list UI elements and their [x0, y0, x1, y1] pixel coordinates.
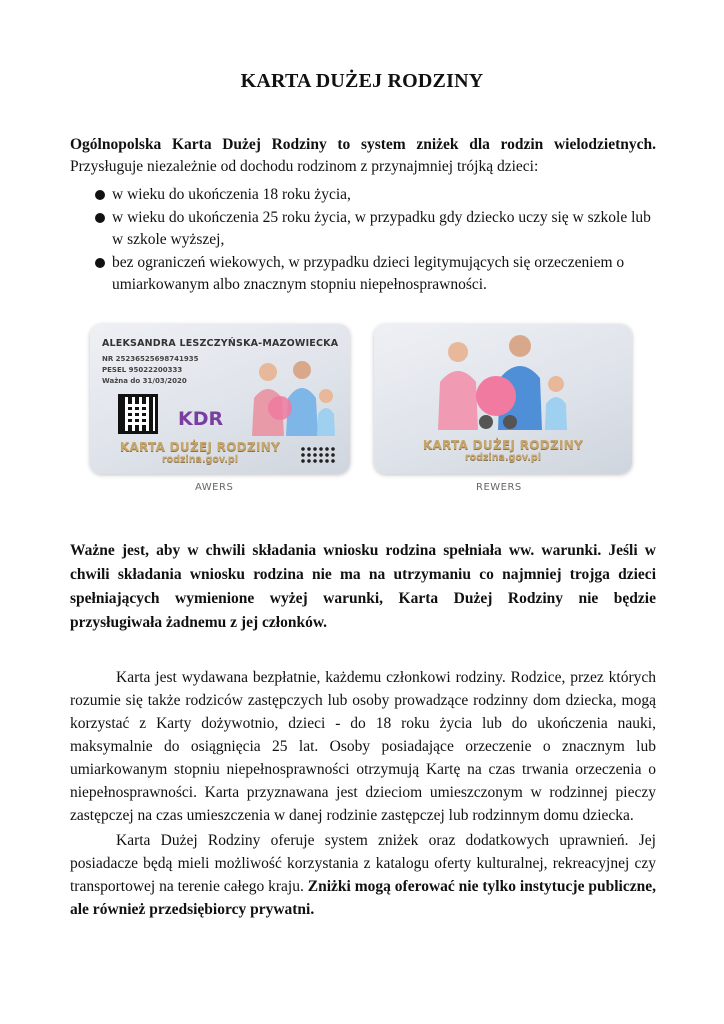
- card-front-label: AWERS: [195, 482, 234, 493]
- card-valid-date: Ważna do 31/03/2020: [102, 377, 187, 385]
- bullet-icon: [95, 190, 105, 200]
- qr-code-icon: [118, 394, 158, 434]
- list-item-text: bez ograniczeń wiekowych, w przypadku dzieci legitymujących się orzeczeniem o umiarkowanym albo znacznym stopniu niepełnosprawności.: [112, 253, 625, 293]
- benefits-text: Karta Dużej Rodziny oferuje system zniżek oraz dodatkowych uprawnień. Jej posiadacze będą mieli możliwość korzystania z katalogu oferty kulturalnej, rekreacyjnej czy transportowej na terenie całego kraju.: [70, 832, 656, 895]
- page-title: KARTA DUŻEJ RODZINY: [240, 70, 484, 92]
- card-number: NR 25236525698741935: [102, 355, 199, 363]
- warning-paragraph: Ważne jest, aby w chwili składania wniosku rodzina spełniała ww. warunki. Jeśli w chwili składania wniosku rodzina nie ma na utrzymaniu co najmniej trojga dzieci spełniających wymienione wyżej warunki, Karta Dużej Rodziny nie będzie przysługiwała żadnemu z jej członków.: [70, 542, 656, 631]
- eligibility-list: [95, 184, 665, 297]
- card-logo-text: KARTA DUŻEJ RODZINY: [422, 438, 584, 452]
- intro-bold-lead: Ogólnopolska Karta Dużej Rodziny to system zniżek dla rodzin wielodzietnych.: [70, 136, 656, 153]
- card-back-label: REWERS: [476, 482, 522, 493]
- list-item: [95, 207, 665, 252]
- list-item-text: w wieku do ukończenia 25 roku życia, w przypadku gdy dziecko uczy się w szkole lub w szkole wyższej,: [112, 208, 651, 248]
- family-illustration-icon: [428, 330, 578, 434]
- card-illustration: [80, 316, 640, 506]
- card-pesel: PESEL 95022200333: [102, 366, 183, 374]
- list-item: [95, 184, 665, 207]
- kdr-logo: KDR: [178, 408, 224, 430]
- card-site-text: rodzina.gov.pl: [162, 454, 238, 465]
- intro-rest: Przysługuje niezależnie od dochodu rodzinom z przynajmniej trójką dzieci:: [70, 158, 539, 175]
- card-back-image: [374, 324, 632, 474]
- benefits-bold-text: Zniżki mogą oferować nie tylko instytucje publiczne, ale również przedsiębiorcy prywatni.: [70, 878, 656, 918]
- card-holder-name: ALEKSANDRA LESZCZYŃSKA-MAZOWIECKA: [102, 338, 339, 349]
- braille-dots-icon: [300, 446, 336, 464]
- card-site-text: rodzina.gov.pl: [465, 452, 541, 463]
- family-illustration-icon: [240, 358, 340, 438]
- bullet-icon: [95, 213, 105, 223]
- intro-paragraph: [70, 134, 656, 178]
- card-benefits-paragraph: [70, 829, 656, 921]
- list-item: [95, 252, 665, 297]
- list-item-text: w wieku do ukończenia 18 roku życia,: [112, 186, 351, 203]
- bullet-icon: [95, 258, 105, 268]
- card-logo-text: KARTA DUŻEJ RODZINY: [119, 440, 281, 454]
- card-issuance-paragraph: Karta jest wydawana bezpłatnie, każdemu członkowi rodziny. Rodzice, przez których rozumie się także rodziców zastępczych lub osoby prowadzące rodzinny dom dziecka, mogą korzystać z Karty dożywotnio, dzieci - do 18 roku życia lub do ukończenia nauki, maksymalnie do osiągnięcia 25 lat. Osoby posiadające orzeczenie o znacznym lub umiarkowanym stopniu niepełnosprawności otrzymują Kartę na czas trwania orzeczenia o niepełnosprawności. Karta przyznawana jest dzieciom umieszczonym w rodzinnej pieczy zastępczej na czas umieszczenia w danej rodzinie zastępczej lub rodzinnym domu dziecka.: [70, 669, 656, 824]
- card-front-image: [90, 324, 350, 474]
